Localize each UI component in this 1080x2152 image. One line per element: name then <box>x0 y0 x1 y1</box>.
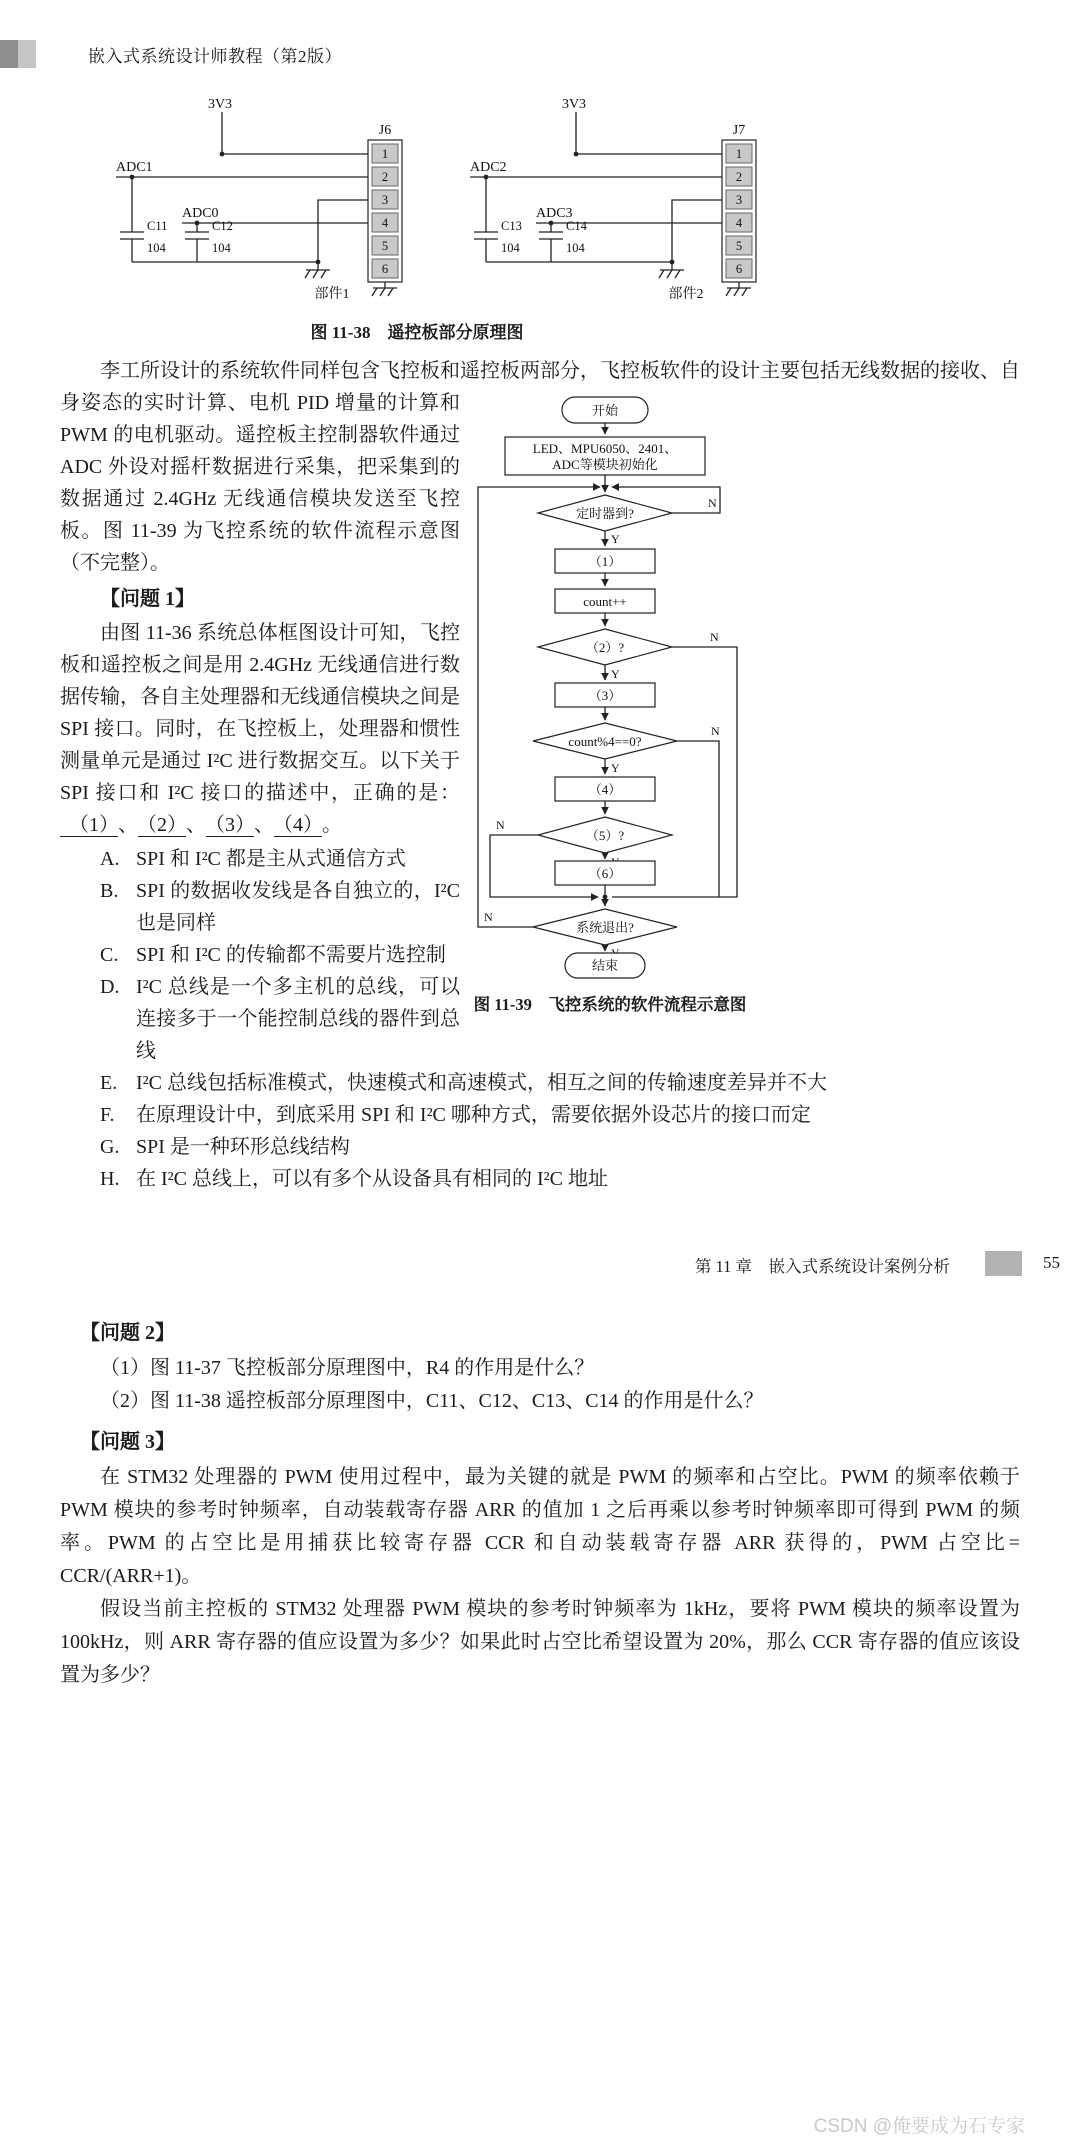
wires-left <box>116 112 397 296</box>
connector-left <box>368 140 402 282</box>
node-start: 开始 <box>591 403 619 418</box>
decision-exit: 系统退出? <box>576 920 634 935</box>
pin-number: 4 <box>735 216 743 230</box>
csdn-watermark: CSDN @俺要成为石专家 <box>813 2116 1025 2137</box>
blank-separator: 、 <box>118 814 138 836</box>
figure-11-38-caption: 图 11-38 遥控板部分原理图 <box>310 323 524 342</box>
connector-right <box>722 140 756 282</box>
option-letter: B. <box>100 880 119 902</box>
step-count: count++ <box>583 594 627 609</box>
flowchart-figure <box>470 391 1020 1021</box>
answer-blank-1: （1） <box>60 814 118 837</box>
pin-number: 3 <box>381 193 389 207</box>
header-decoration-block <box>0 40 36 68</box>
signal-label-adc3: ADC3 <box>536 206 573 221</box>
part-label: 部件2 <box>668 287 704 302</box>
step-1: （1） <box>588 554 622 569</box>
power-label: 3V3 <box>207 97 233 112</box>
option-text: SPI 是一种环形总线结构 <box>136 1136 350 1158</box>
pin-number: 2 <box>381 170 389 184</box>
connector-label: J6 <box>378 123 392 138</box>
step-3: （3） <box>588 688 622 703</box>
question3-heading: 【问题 3】 <box>80 1431 175 1453</box>
circuit-figure <box>70 92 770 310</box>
label-no: N <box>484 910 493 924</box>
option-letter: D. <box>100 976 120 998</box>
signal-label-adc1: ADC1 <box>116 160 153 175</box>
option-text: 在原理设计中，到底采用 SPI 和 I²C 哪种方式，需要依据外设芯片的接口而定 <box>136 1104 811 1126</box>
pin-number: 1 <box>735 147 743 161</box>
page2-header <box>0 1251 1080 1279</box>
power-label: 3V3 <box>561 97 587 112</box>
part-label: 部件1 <box>314 287 350 302</box>
label-no: N <box>708 496 717 510</box>
blank-separator: 、 <box>254 814 274 836</box>
signal-label-adc2: ADC2 <box>470 160 507 175</box>
option-g <box>100 1131 1020 1163</box>
decision-count-mod: count%4==0? <box>568 734 642 749</box>
signal-label-adc0: ADC0 <box>182 206 219 221</box>
cap-value: 104 <box>147 241 166 255</box>
pin-number: 4 <box>381 216 389 230</box>
node-end: 结束 <box>591 958 619 973</box>
option-d <box>100 971 460 1067</box>
question3-paragraph2: 假设当前主控板的 STM32 处理器 PWM 模块的参考时钟频率为 1kHz，要将 PWM 模块的频率设置为 100kHz，则 ARR 寄存器的值应设置为多少？如果此时占空比希望设置为 20%，那么 CCR 寄存器的值应该设置为多少？ <box>60 1598 1020 1686</box>
question2-heading: 【问题 2】 <box>80 1322 175 1344</box>
option-b <box>100 875 460 939</box>
cap-value: 104 <box>566 241 585 255</box>
header-decoration-block <box>985 1251 1022 1276</box>
option-text: SPI 的数据收发线是各自独立的，I²C 也是同样 <box>136 880 460 934</box>
circuit-diagram-right <box>424 92 764 310</box>
pin-number: 5 <box>735 239 743 253</box>
pin-number: 1 <box>381 147 389 161</box>
book-title: 嵌入式系统设计师教程（第2版） <box>88 46 342 66</box>
cap-value: 104 <box>501 241 520 255</box>
intro-text-part2: 要包括无线数据的接收、自身姿态的实时计算、电机 PID 增量的计算和 PWM 的电机驱动。遥控板主控制器软件通过 ADC 外设对摇杆数据进行采集，把采集到的数据通过 2.4GHz 无线通信模块发送至飞控板。图 11-39 为飞控系统的软件流程示意图（不完整）。 <box>60 360 1020 574</box>
option-e <box>100 1067 1020 1099</box>
page2-content <box>0 1279 1080 1692</box>
option-text: SPI 和 I²C 的传输都不需要片选控制 <box>136 944 446 966</box>
pin-number: 6 <box>381 262 389 276</box>
step-6: （6） <box>588 866 622 881</box>
step-4: （4） <box>588 782 622 797</box>
pin-number: 3 <box>735 193 743 207</box>
option-letter: G. <box>100 1136 120 1158</box>
question1-heading: 【问题 1】 <box>100 588 195 610</box>
option-letter: H. <box>100 1168 120 1190</box>
question3-paragraph1: 在 STM32 处理器的 PWM 使用过程中，最为关键的就是 PWM 的频率和占空比。PWM 的频率依赖于 PWM 模块的参考时钟频率，自动装载寄存器 ARR 的值加 1 之后再乘以参考时钟频率即可得到 PWM 的频率。PWM 的占空比是用捕获比较寄存器 CCR 和自动装载寄存器 ARR 获得的，PWM 占空比= CCR/(ARR+1)。 <box>60 1466 1020 1587</box>
option-text: I²C 总线是一个多主机的总线，可以连接多于一个能控制总线的器件到总线 <box>136 976 460 1062</box>
question1-text: 由图 11-36 系统总体框图设计可知，飞控板和遥控板之间是用 2.4GHz 无线通信进行数据传输，各自主处理器和无线通信模块之间是 SPI 接口。同时，在飞控板上，处理器和惯性测量单元是通过 I²C 进行数据交互。以下关于 SPI 接口和 I²C 接口的描述中，正确的是： <box>60 622 460 804</box>
page1-body-text <box>60 355 1020 1195</box>
label-yes: Y <box>611 532 620 546</box>
decision-5: （5）? <box>585 828 625 843</box>
label-no: N <box>710 630 719 644</box>
cap-value: 104 <box>212 241 231 255</box>
cap-name: C14 <box>566 219 587 233</box>
blank-separator: 、 <box>186 814 206 836</box>
answer-blank-2: （2） <box>138 814 186 837</box>
decision-timer: 定时器到? <box>576 506 634 521</box>
option-letter: F. <box>100 1104 115 1126</box>
option-c <box>100 939 460 971</box>
option-text: SPI 和 I²C 都是主从式通信方式 <box>136 848 406 870</box>
question2-item1: （1）图 11-37 飞控板部分原理图中，R4 的作用是什么？ <box>100 1357 595 1379</box>
node-init-line2: ADC等模块初始化 <box>552 457 658 472</box>
option-a <box>100 843 460 875</box>
figure-11-39-caption: 图 11-39 飞控系统的软件流程示意图 <box>473 995 747 1014</box>
intro-text-part1: 李工所设计的系统软件同样包含飞控板和遥控板两部分，飞控板软件的设计主 <box>100 360 780 382</box>
option-f <box>100 1099 1020 1131</box>
node-init-line1: LED、MPU6050、2401、 <box>532 441 678 456</box>
connector-label: J7 <box>732 123 746 138</box>
pin-number: 5 <box>381 239 389 253</box>
flowchart-nodes <box>484 397 720 978</box>
option-letter: A. <box>100 848 120 870</box>
pin-number: 2 <box>735 170 743 184</box>
chapter-title: 第 11 章 嵌入式系统设计案例分析 <box>694 1257 950 1276</box>
page-number: 55 <box>1043 1253 1060 1272</box>
cap-name: C13 <box>501 219 522 233</box>
option-h <box>100 1163 1020 1195</box>
wires-right <box>470 112 751 296</box>
option-text: I²C 总线包括标准模式，快速模式和高速模式，相互之间的传输速度差异并不大 <box>136 1072 827 1094</box>
answer-blank-4: （4） <box>274 814 322 837</box>
label-yes: Y <box>611 667 620 681</box>
blank-terminator: 。 <box>322 814 342 836</box>
cap-name: C12 <box>212 219 233 233</box>
circuit-diagram-left <box>70 92 410 310</box>
label-no: N <box>711 724 720 738</box>
label-yes: Y <box>611 761 620 775</box>
pin-number: 6 <box>735 262 743 276</box>
option-letter: C. <box>100 944 119 966</box>
answer-blank-3: （3） <box>206 814 254 837</box>
option-text: 在 I²C 总线上，可以有多个从设备具有相同的 I²C 地址 <box>136 1168 608 1190</box>
label-no: N <box>496 818 505 832</box>
decision-2: （2）? <box>585 640 625 655</box>
cap-name: C11 <box>147 219 168 233</box>
question2-item2: （2）图 11-38 遥控板部分原理图中，C11、C12、C13、C14 的作用是什么？ <box>100 1390 764 1412</box>
page1-header <box>0 40 342 68</box>
option-letter: E. <box>100 1072 118 1094</box>
flowchart-diagram <box>470 391 750 979</box>
